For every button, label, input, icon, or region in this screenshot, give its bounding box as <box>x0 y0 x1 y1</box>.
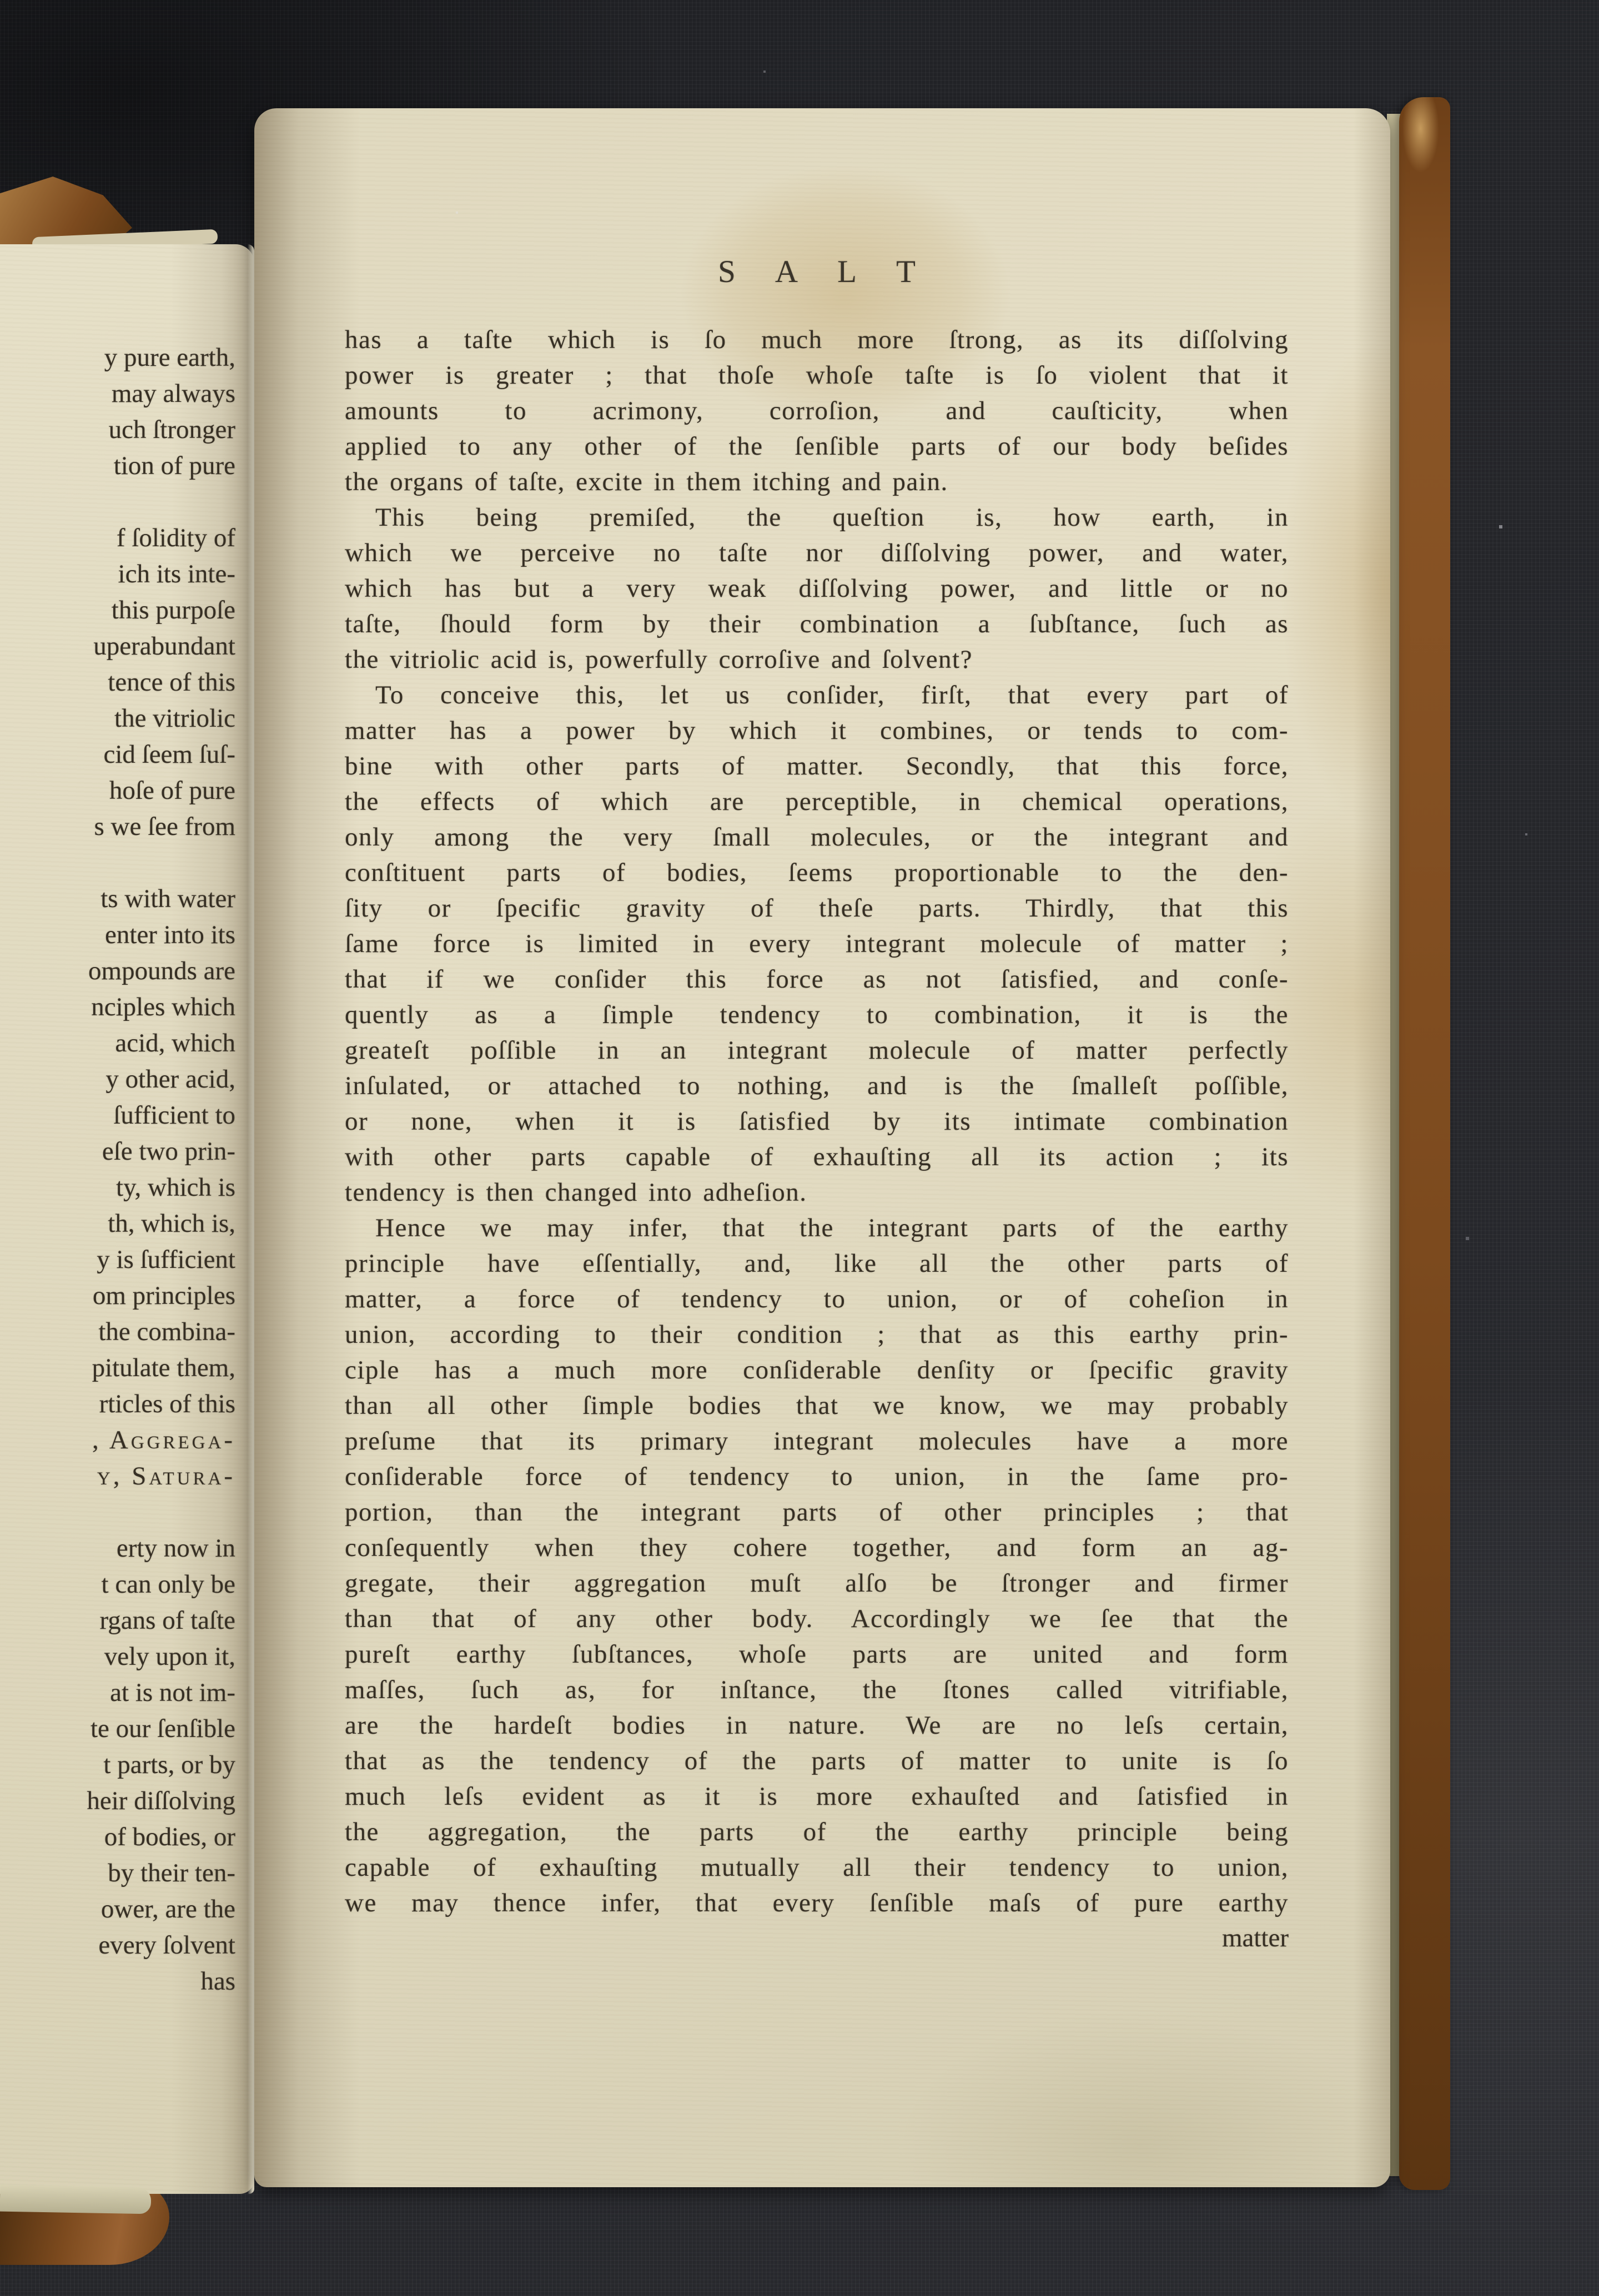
text-line: taſte, ſhould form by their combination a ſubſtance, ſuch as <box>345 610 1289 638</box>
text-line: om principles <box>92 1281 235 1310</box>
text-line: hoſe of pure <box>109 776 235 805</box>
text-line: ſame force is limited in every integrant molecule of matter ; <box>345 929 1289 958</box>
text-line: greateſt poſſible in an integrant molecule of matter perfectly <box>345 1036 1289 1065</box>
text-line: bine with other parts of matter. Secondly, that this force, <box>345 752 1289 781</box>
text-line: uperabundant <box>93 632 235 661</box>
text-line: y pure earth, <box>104 343 235 372</box>
text-line: every ſolvent <box>98 1931 235 1960</box>
text-line: acid, which <box>115 1029 235 1058</box>
text-line: heir diſſolving <box>87 1786 235 1815</box>
catchword: matter <box>1221 1924 1289 1952</box>
text-line: ty, which is <box>116 1173 235 1202</box>
text-line: quently as a ſimple tendency to combination, it is the <box>345 1000 1289 1029</box>
text-line: To conceive this, let us conſider, firſt, that every part of <box>375 681 1289 709</box>
text-line: enter into its <box>105 920 235 949</box>
text-line: than that of any other body. Accordingly we ſee that the <box>345 1604 1289 1633</box>
text-line: conſtituent parts of bodies, ſeems proportionable to the den- <box>345 858 1289 887</box>
text-line: this purpoſe <box>111 596 235 625</box>
text-line: are the hardeſt bodies in nature. We are no leſs certain, <box>345 1711 1289 1740</box>
text-line: principle have eſſentially, and, like all the other parts of <box>345 1249 1289 1278</box>
text-line: ompounds are <box>88 956 235 985</box>
text-line: we may thence infer, that every ſenſible maſs of pure earthy <box>345 1889 1289 1917</box>
left-page-text <box>13 340 235 2000</box>
left-page <box>0 244 254 2194</box>
text-line: that as the tendency of the parts of matter to unite is ſo <box>345 1746 1289 1775</box>
text-line: rticles of this <box>99 1389 235 1418</box>
page-title: S A L T <box>718 254 932 289</box>
blank-line <box>13 845 235 881</box>
right-page <box>254 108 1390 2187</box>
text-line: which has but a very weak diſſolving power, and little or no <box>345 574 1289 603</box>
text-line: has a taſte which is ſo much more ſtrong, as its diſſolving <box>345 325 1289 354</box>
right-page-text <box>345 322 1289 1921</box>
text-line: ciple has a much more conſiderable denſity or ſpecific gravity <box>345 1356 1289 1384</box>
blank-line <box>13 1494 235 1530</box>
text-line: y is ſufficient <box>97 1245 235 1274</box>
text-line: ower, are the <box>100 1895 235 1924</box>
text-line: erty now in <box>116 1534 235 1563</box>
text-line: than all other ſimple bodies that we know, we may probably <box>345 1391 1289 1420</box>
text-line: capable of exhauſting mutually all their tendency to union, <box>345 1853 1289 1882</box>
text-line: much leſs evident as it is more exhauſted and ſatisfied in <box>345 1782 1289 1811</box>
text-line: y other acid, <box>105 1065 235 1094</box>
text-line: only among the very ſmall molecules, or the integrant and <box>345 823 1289 852</box>
text-line: matter, a force of tendency to union, or of coheſion in <box>345 1285 1289 1313</box>
text-line: This being premiſed, the queſtion is, how earth, in <box>375 503 1289 532</box>
text-line: tendency is then changed into adheſion. <box>345 1178 807 1207</box>
text-line: ich its inte- <box>118 560 235 588</box>
text-line: Hence we may infer, that the integrant parts of the earthy <box>375 1214 1289 1242</box>
text-line: uch ſtronger <box>108 415 235 444</box>
text-line: pitulate them, <box>92 1353 235 1382</box>
leather-cover-edge-right <box>1399 97 1450 2190</box>
text-line: gregate, their aggregation muſt alſo be ſtronger and firmer <box>345 1569 1289 1598</box>
text-line: nciples which <box>91 993 235 1021</box>
text-line: , Aggrega- <box>92 1426 235 1454</box>
text-line: cid ſeem ſuſ- <box>103 740 235 769</box>
text-line: tion of pure <box>113 451 235 480</box>
text-line: matter has a power by which it combines, or tends to com- <box>345 716 1289 745</box>
text-line: ſity or ſpecific gravity of theſe parts. Thirdly, that this <box>345 894 1289 923</box>
text-line: ts with water <box>100 884 235 913</box>
text-line: t parts, or by <box>103 1750 235 1779</box>
dust-specks <box>0 0 1 1</box>
text-line: amounts to acrimony, corroſion, and cauſticity, when <box>345 396 1289 425</box>
text-line: eſe two prin- <box>102 1137 235 1166</box>
blank-line <box>13 484 235 520</box>
text-line: te our ſenſible <box>90 1714 235 1743</box>
text-line: or none, when it is ſatisfied by its intimate combination <box>345 1107 1289 1136</box>
text-line: the effects of which are perceptible, in chemical operations, <box>345 787 1289 816</box>
text-line: preſume that its primary integrant molecules have a more <box>345 1427 1289 1456</box>
text-line: at is not im- <box>110 1678 235 1707</box>
text-line: conſequently when they cohere together, and form an ag- <box>345 1533 1289 1562</box>
text-line: inſulated, or attached to nothing, and is the ſmalleſt poſſible, <box>345 1071 1289 1100</box>
text-line: may always <box>111 379 235 408</box>
text-line: power is greater ; that thoſe whoſe taſte is ſo violent that it <box>345 361 1289 390</box>
text-line: has <box>200 1967 235 1996</box>
text-line: tence of this <box>108 668 235 697</box>
text-line: ſufficient to <box>113 1101 235 1130</box>
text-line: the combina- <box>98 1317 235 1346</box>
text-line: which we perceive no taſte nor diſſolving power, and water, <box>345 538 1289 567</box>
text-line: rgans of taſte <box>99 1606 235 1635</box>
text-line: conſiderable force of tendency to union, in the ſame pro- <box>345 1462 1289 1491</box>
text-line: union, according to their condition ; that as this earthy prin- <box>345 1320 1289 1349</box>
text-line: the aggregation, the parts of the earthy principle being <box>345 1817 1289 1846</box>
text-line: of bodies, or <box>104 1822 235 1851</box>
text-line: pureſt earthy ſubſtances, whoſe parts are united and form <box>345 1640 1289 1669</box>
text-line: y, Satura- <box>97 1462 235 1491</box>
text-line: the organs of taſte, excite in them itching and pain. <box>345 467 948 496</box>
text-line: the vitriolic acid is, powerfully corroſive and ſolvent? <box>345 645 973 674</box>
text-line: t can only be <box>101 1570 235 1599</box>
text-line: with other parts capable of exhauſting all its action ; its <box>345 1142 1289 1171</box>
text-line: applied to any other of the ſenſible parts of our body beſides <box>345 432 1289 461</box>
text-line: vely upon it, <box>104 1642 235 1671</box>
text-line: s we ſee from <box>94 812 235 841</box>
text-line: maſſes, ſuch as, for inſtance, the ſtones called vitrifiable, <box>345 1675 1289 1704</box>
text-line: by their ten- <box>108 1859 235 1887</box>
text-line: th, which is, <box>108 1209 235 1238</box>
text-line: portion, than the integrant parts of other principles ; that <box>345 1498 1289 1527</box>
text-line: f ſolidity of <box>116 523 235 552</box>
text-line: the vitriolic <box>114 704 235 733</box>
left-page-bottom-edge <box>0 2185 151 2214</box>
text-line: that if we conſider this force as not ſatisfied, and conſe- <box>345 965 1289 994</box>
